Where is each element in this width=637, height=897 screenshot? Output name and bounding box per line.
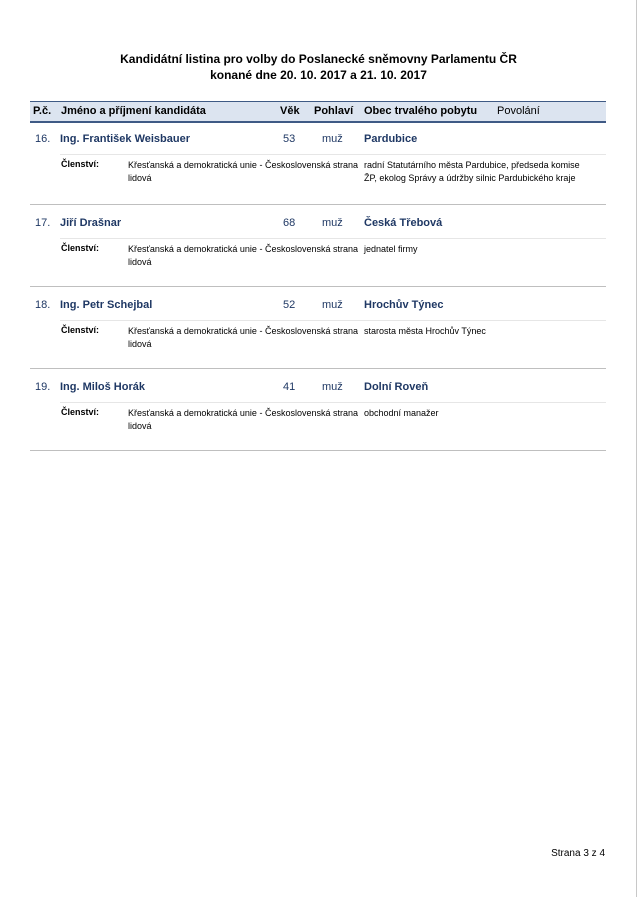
- document-subtitle: konané dne 20. 10. 2017 a 21. 10. 2017: [210, 68, 427, 82]
- candidate-main-row: [30, 208, 606, 238]
- candidate-job: radní Statutárního města Pardubice, předseda komise ŽP, ekolog Správy a údržby silnic Pardubického kraje: [364, 160, 580, 183]
- header-age: Věk: [280, 105, 300, 117]
- row-divider: [30, 368, 606, 369]
- candidate-main-row: [30, 290, 606, 320]
- candidate-job: starosta města Hrochův Týnec: [364, 326, 486, 336]
- candidate-party: Křesťanská a demokratická unie - Československá strana lidová: [128, 160, 358, 183]
- candidate-number: 19.: [35, 381, 51, 393]
- candidate-city: Česká Třebová: [364, 217, 443, 229]
- header-job: Povolání: [497, 105, 540, 117]
- header-city: Obec trvalého pobytu: [364, 105, 478, 117]
- candidate-city: Dolní Roveň: [364, 381, 429, 393]
- candidate-age: 41: [283, 381, 296, 393]
- header-sex: Pohlaví: [314, 105, 354, 117]
- candidate-party: Křesťanská a demokratická unie - Československá strana lidová: [128, 244, 358, 267]
- candidate-name: Ing. František Weisbauer: [60, 133, 191, 145]
- candidate-job: jednatel firmy: [364, 244, 418, 254]
- candidate-name: Ing. Petr Schejbal: [60, 299, 153, 311]
- candidate-name: Ing. Miloš Horák: [60, 381, 145, 393]
- candidate-number: 17.: [35, 217, 51, 229]
- candidate-city: Hrochův Týnec: [364, 299, 444, 311]
- row-divider: [30, 286, 606, 287]
- document-title: Kandidátní listina pro volby do Poslanecké sněmovny Parlamentu ČR: [120, 52, 517, 66]
- row-divider: [30, 450, 606, 451]
- candidate-sex: muž: [322, 299, 343, 311]
- candidate-sex: muž: [322, 217, 343, 229]
- candidate-main-row: [30, 372, 606, 402]
- candidate-number: 16.: [35, 133, 51, 145]
- membership-label: Členství:: [61, 243, 100, 253]
- candidate-sex: muž: [322, 381, 343, 393]
- candidate-job: obchodní manažer: [364, 408, 439, 418]
- candidate-main-row: [30, 124, 606, 154]
- inner-divider: [60, 320, 606, 321]
- inner-divider: [60, 154, 606, 155]
- inner-divider: [60, 238, 606, 239]
- candidate-age: 52: [283, 299, 296, 311]
- candidate-age: 53: [283, 133, 296, 145]
- row-divider: [30, 204, 606, 205]
- header-name: Jméno a příjmení kandidáta: [61, 105, 206, 117]
- candidate-city: Pardubice: [364, 133, 418, 145]
- header-num: P.č.: [33, 105, 52, 117]
- table-header: [30, 101, 606, 123]
- candidate-party: Křesťanská a demokratická unie - Československá strana lidová: [128, 408, 358, 431]
- membership-label: Členství:: [61, 325, 100, 335]
- inner-divider: [60, 402, 606, 403]
- membership-label: Členství:: [61, 407, 100, 417]
- candidate-age: 68: [283, 217, 296, 229]
- candidate-number: 18.: [35, 299, 51, 311]
- candidate-party: Křesťanská a demokratická unie - Československá strana lidová: [128, 326, 358, 349]
- membership-label: Členství:: [61, 159, 100, 169]
- candidate-sex: muž: [322, 133, 343, 145]
- candidate-name: Jiří Drašnar: [60, 217, 122, 229]
- page-number: Strana 3 z 4: [551, 848, 605, 859]
